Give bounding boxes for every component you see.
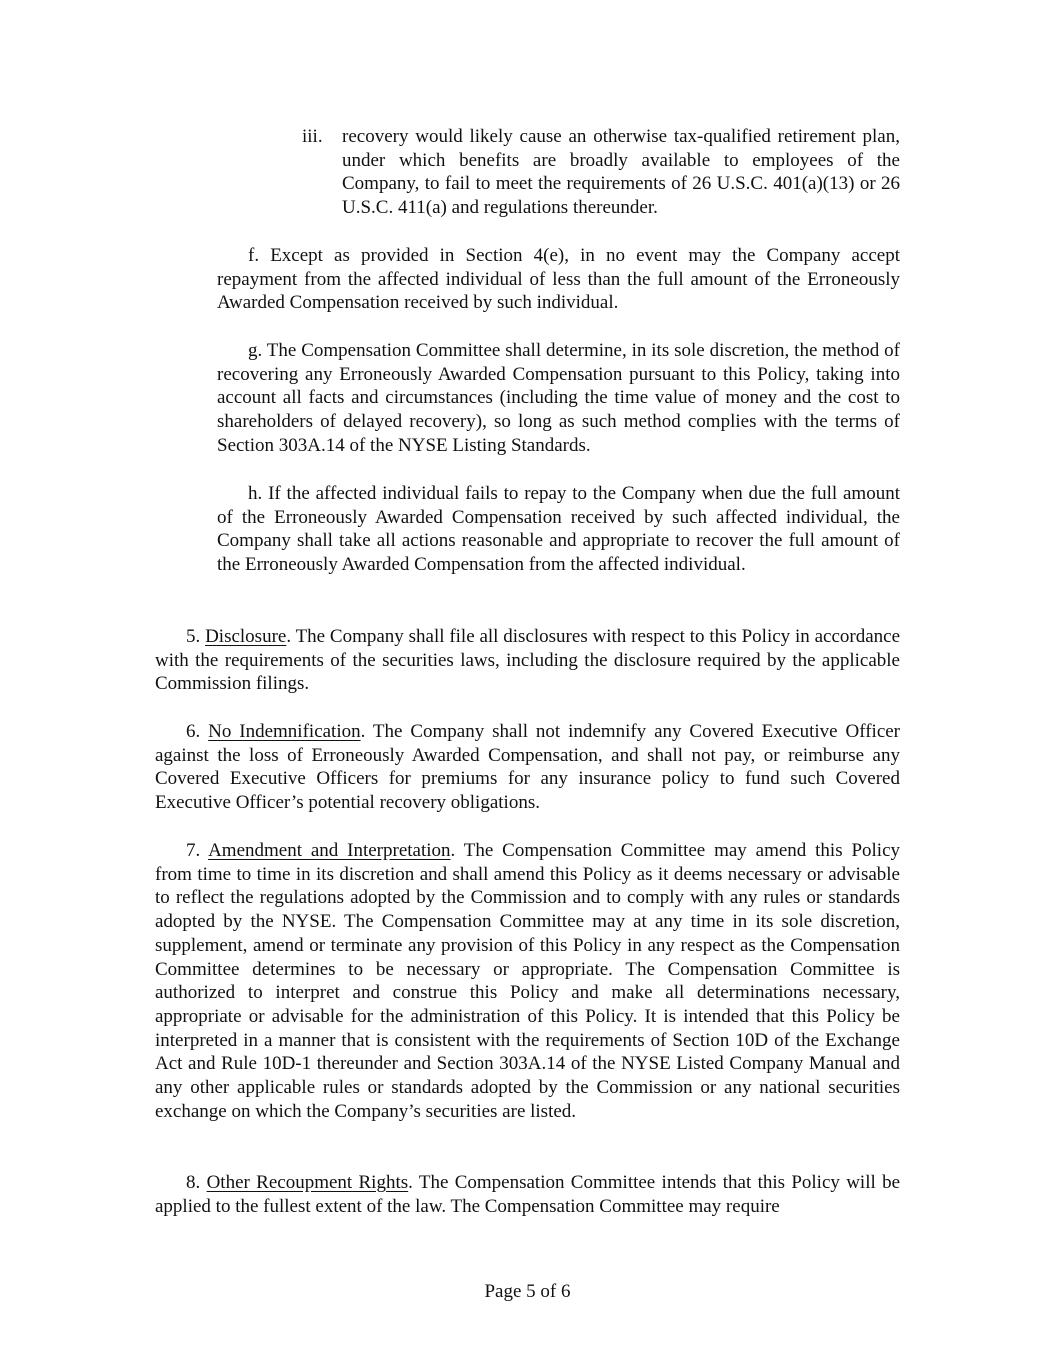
- section-6-no-indemnification: [155, 720, 900, 815]
- paragraph-g: g. The Compensation Committee shall determine, in its sole discretion, the method of recovering any Erroneously Awarded Compensation pursuant to this Policy, taking into account all facts and circumstances (including the time value of money and the cost to shareholders of delayed recovery), so long as such method complies with the terms of Section 303A.14 of the NYSE Listing Standards.: [217, 340, 900, 456]
- section-body: . The Compensation Committee intends that this Policy will be applied to the fullest extent of the law. The Compensation Committee may require: [155, 1172, 901, 1217]
- list-item-text: recovery would likely cause an otherwise tax-qualified retirement plan, under which benefits are broadly available to employees of the Company, to fail to meet the requirements of 26 U.S.C. 401(a)(13) or 26 U.S.C. 411(a) and regulations thereunder.: [342, 126, 900, 219]
- section-body: . The Company shall not indemnify any Covered Executive Officer against the loss of Erroneously Awarded Compensation, and shall not pay, or reimburse any Covered Executive Officers for premiums for any insurance policy to fund such Covered Executive Officer’s potential recovery obligations.: [155, 721, 901, 814]
- list-marker: iii.: [302, 126, 323, 147]
- section-5-disclosure: [155, 625, 900, 696]
- section-number: 5.: [186, 626, 201, 647]
- section-number: 8.: [186, 1172, 201, 1193]
- section-heading: Amendment and Interpretation: [208, 840, 451, 861]
- section-heading: No Indemnification: [208, 721, 361, 742]
- paragraph-f: f. Except as provided in Section 4(e), in no event may the Company accept repayment from the affected individual of less than the full amount of the Erroneously Awarded Compensation received by such individual.: [217, 245, 900, 314]
- section-number: 6.: [186, 721, 201, 742]
- section-heading: Disclosure: [205, 626, 287, 647]
- section-number: 7.: [186, 840, 201, 861]
- section-7-amendment-and-interpretation: [155, 839, 900, 1123]
- section-heading: Other Recoupment Rights: [206, 1172, 409, 1193]
- page-number-footer: Page 5 of 6: [484, 1281, 571, 1302]
- section-body: . The Compensation Committee may amend this Policy from time to time in its discretion and shall amend this Policy as it deems necessary or advisable to reflect the regulations adopted by the Commission and to comply with any rules or standards adopted by the NYSE. The Compensation Committee may at any time in its sole discretion, supplement, amend or terminate any provision of this Policy in any respect as the Compensation Committee determines to be necessary or appropriate. The Compensation Committee is authorized to interpret and construe this Policy and make all determinations necessary, appropriate or advisable for the administration of this Policy. It is intended that this Policy be interpreted in a manner that is consistent with the requirements of Section 10D of the Exchange Act and Rule 10D-1 thereunder and Section 303A.14 of the NYSE Listed Company Manual and any other applicable rules or standards adopted by the Commission or any national securities exchange on which the Company’s securities are listed.: [155, 840, 901, 1122]
- paragraph-h: h. If the affected individual fails to repay to the Company when due the full amount of the Erroneously Awarded Compensation received by such affected individual, the Company shall take all actions reasonable and appropriate to recover the full amount of the Erroneously Awarded Compensation from the affected individual.: [217, 483, 900, 576]
- section-body: . The Company shall file all disclosures with respect to this Policy in accordance with the requirements of the securities laws, including the disclosure required by the applicable Commission filings.: [155, 626, 901, 695]
- section-8-other-recoupment-rights: [155, 1171, 900, 1218]
